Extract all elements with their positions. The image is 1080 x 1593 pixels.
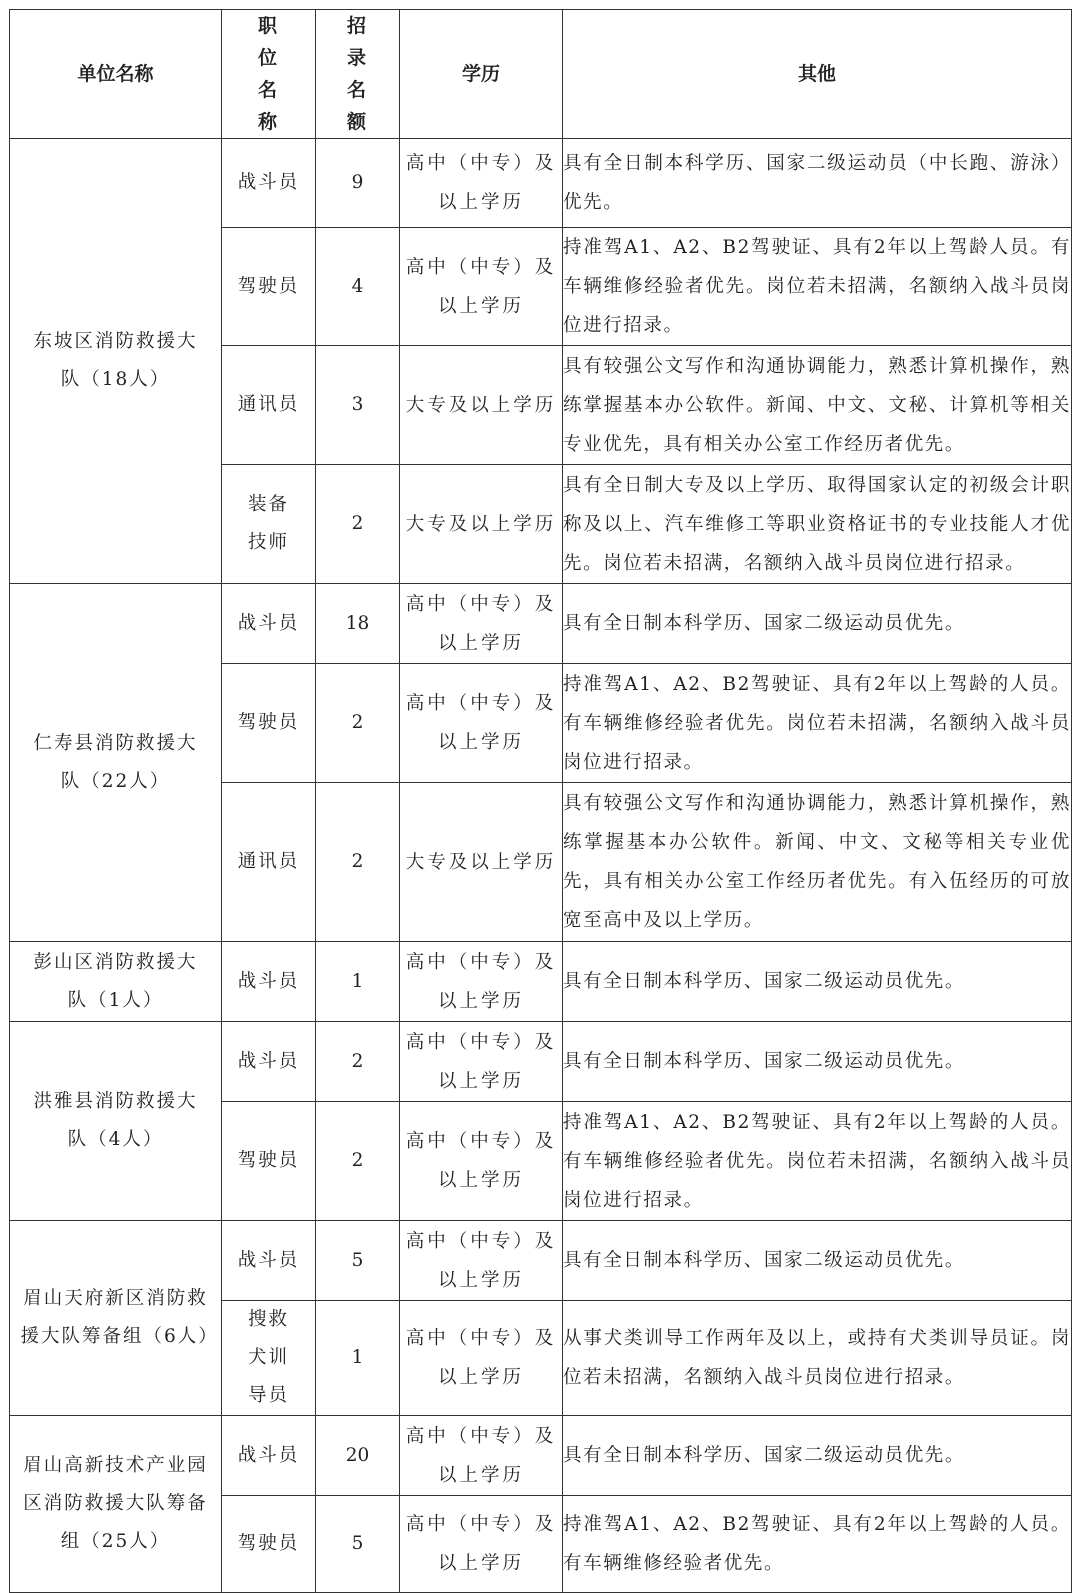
unit-name-cell: 洪雅县消防救援大队（4人）: [10, 1022, 222, 1221]
position-cell: 驾驶员: [222, 1102, 316, 1221]
position-cell: 战斗员: [222, 1022, 316, 1102]
quota-cell: 20: [316, 1416, 400, 1496]
other-requirements-cell: 具有全日制本科学历、国家二级运动员优先。: [563, 584, 1072, 664]
education-cell: 高中（中专）及以上学历: [400, 1022, 563, 1102]
header-row: [10, 10, 1072, 139]
position-cell: 战斗员: [222, 942, 316, 1022]
education-cell: 高中（中专）及以上学历: [400, 1416, 563, 1496]
education-cell: 高中（中专）及以上学历: [400, 942, 563, 1022]
unit-name-cell: 东坡区消防救援大队（18人）: [10, 139, 222, 584]
other-requirements-cell: 具有较强公文写作和沟通协调能力，熟悉计算机操作，熟练掌握基本办公软件。新闻、中文、文秘、计算机等相关专业优先，具有相关办公室工作经历者优先。: [563, 346, 1072, 465]
quota-cell: 18: [316, 584, 400, 664]
header-quota: 招录名额: [316, 10, 400, 139]
unit-name-cell: 仁寿县消防救援大队（22人）: [10, 584, 222, 942]
other-requirements-cell: 持准驾A1、A2、B2驾驶证、具有2年以上驾龄的人员。有车辆维修经验者优先。: [563, 1496, 1072, 1593]
table-row: [10, 942, 1072, 1022]
position-cell: 驾驶员: [222, 228, 316, 346]
other-requirements-cell: 具有全日制本科学历、国家二级运动员优先。: [563, 1416, 1072, 1496]
position-cell: 战斗员: [222, 1221, 316, 1301]
header-education: 学历: [400, 10, 563, 139]
position-cell: 通讯员: [222, 783, 316, 942]
quota-cell: 2: [316, 1022, 400, 1102]
quota-cell: 1: [316, 942, 400, 1022]
other-requirements-cell: 具有全日制大专及以上学历、取得国家认定的初级会计职称及以上、汽车维修工等职业资格证书的专业技能人才优先。岗位若未招满，名额纳入战斗员岗位进行招录。: [563, 465, 1072, 584]
quota-cell: 1: [316, 1301, 400, 1416]
education-cell: 高中（中专）及以上学历: [400, 1496, 563, 1593]
other-requirements-cell: 具有全日制本科学历、国家二级运动员（中长跑、游泳）优先。: [563, 139, 1072, 228]
other-requirements-cell: 具有全日制本科学历、国家二级运动员优先。: [563, 1022, 1072, 1102]
quota-cell: 5: [316, 1496, 400, 1593]
recruitment-table: [9, 9, 1072, 1593]
unit-name-cell: 彭山区消防救援大队（1人）: [10, 942, 222, 1022]
other-requirements-cell: 持准驾A1、A2、B2驾驶证、具有2年以上驾龄的人员。有车辆维修经验者优先。岗位若未招满，名额纳入战斗员岗位进行招录。: [563, 1102, 1072, 1221]
table-row: [10, 1416, 1072, 1496]
other-requirements-cell: 持准驾A1、A2、B2驾驶证、具有2年以上驾龄的人员。有车辆维修经验者优先。岗位若未招满，名额纳入战斗员岗位进行招录。: [563, 664, 1072, 783]
quota-cell: 2: [316, 783, 400, 942]
other-requirements-cell: 具有较强公文写作和沟通协调能力，熟悉计算机操作，熟练掌握基本办公软件。新闻、中文、文秘等相关专业优先，具有相关办公室工作经历者优先。有入伍经历的可放宽至高中及以上学历。: [563, 783, 1072, 942]
quota-cell: 5: [316, 1221, 400, 1301]
quota-cell: 2: [316, 664, 400, 783]
position-cell: 驾驶员: [222, 664, 316, 783]
position-cell: 装备技师: [222, 465, 316, 584]
quota-cell: 2: [316, 1102, 400, 1221]
quota-cell: 2: [316, 465, 400, 584]
education-cell: 高中（中专）及以上学历: [400, 228, 563, 346]
position-cell: 战斗员: [222, 584, 316, 664]
position-cell: 战斗员: [222, 139, 316, 228]
education-cell: 高中（中专）及以上学历: [400, 1221, 563, 1301]
header-position-name: 职位名称: [222, 10, 316, 139]
position-cell: 搜救犬训导员: [222, 1301, 316, 1416]
other-requirements-cell: 具有全日制本科学历、国家二级运动员优先。: [563, 1221, 1072, 1301]
header-other: 其他: [563, 10, 1072, 139]
education-cell: 高中（中专）及以上学历: [400, 1301, 563, 1416]
education-cell: 高中（中专）及以上学历: [400, 584, 563, 664]
education-cell: 高中（中专）及以上学历: [400, 139, 563, 228]
other-requirements-cell: 具有全日制本科学历、国家二级运动员优先。: [563, 942, 1072, 1022]
table-row: [10, 1221, 1072, 1301]
position-cell: 通讯员: [222, 346, 316, 465]
position-cell: 驾驶员: [222, 1496, 316, 1593]
unit-name-cell: 眉山高新技术产业园区消防救援大队筹备组（25人）: [10, 1416, 222, 1593]
other-requirements-cell: 持准驾A1、A2、B2驾驶证、具有2年以上驾龄人员。有车辆维修经验者优先。岗位若未招满，名额纳入战斗员岗位进行招录。: [563, 228, 1072, 346]
education-cell: 大专及以上学历: [400, 465, 563, 584]
unit-name-cell: 眉山天府新区消防救援大队筹备组（6人）: [10, 1221, 222, 1416]
other-requirements-cell: 从事犬类训导工作两年及以上，或持有犬类训导员证。岗位若未招满，名额纳入战斗员岗位进行招录。: [563, 1301, 1072, 1416]
quota-cell: 4: [316, 228, 400, 346]
education-cell: 高中（中专）及以上学历: [400, 664, 563, 783]
education-cell: 大专及以上学历: [400, 346, 563, 465]
table-row: [10, 584, 1072, 664]
quota-cell: 9: [316, 139, 400, 228]
education-cell: 大专及以上学历: [400, 783, 563, 942]
quota-cell: 3: [316, 346, 400, 465]
table-row: [10, 1022, 1072, 1102]
table-row: [10, 139, 1072, 228]
education-cell: 高中（中专）及以上学历: [400, 1102, 563, 1221]
header-unit-name: 单位名称: [10, 10, 222, 139]
position-cell: 战斗员: [222, 1416, 316, 1496]
